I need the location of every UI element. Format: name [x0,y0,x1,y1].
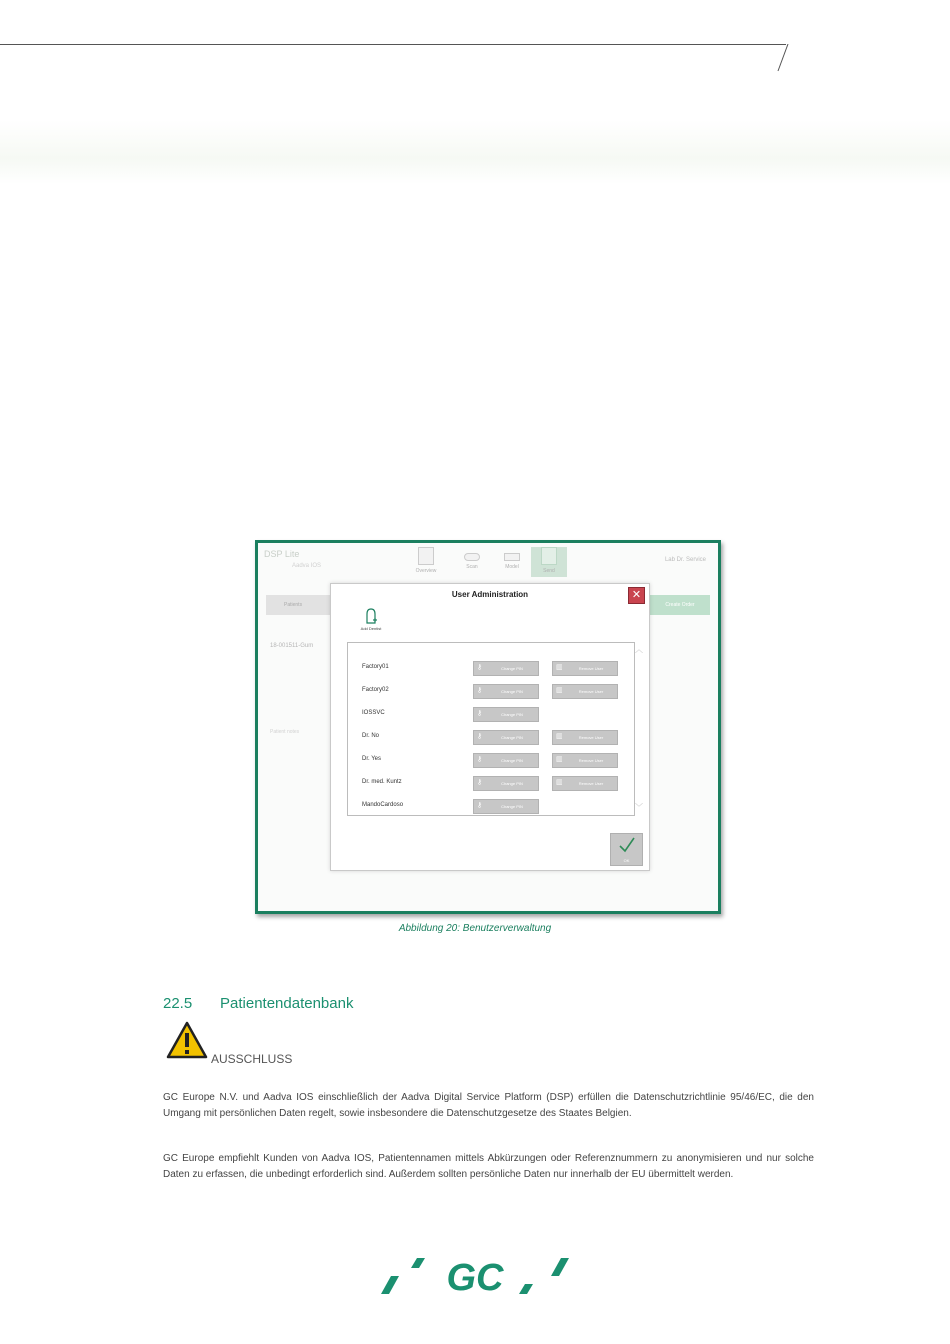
key-icon: ⚷ [477,779,483,786]
svg-text:GC: GC [446,1257,504,1298]
user-row [348,799,634,815]
key-icon: ⚷ [477,687,483,694]
user-name: Dr. med. Kuntz [362,779,402,785]
paragraph: GC Europe empfiehlt Kunden von Aadva IOS, Patientennamen mittels Abkürzungen oder Referenznummern zu anonymisieren und nur solche Daten zu erfassen, die unbedingt erforderlich sind. Außerdem sollten persönliche Daten nur innerhalb der EU übermittelt werden. [163,1153,814,1180]
ok-label: OK [623,858,630,863]
change-pin-button[interactable]: ⚷ Change PIN [473,799,539,814]
remove-user-button[interactable]: ▥ Remove User [552,753,618,768]
warning-icon [166,1021,208,1059]
change-pin-button[interactable]: ⚷ Change PIN [473,753,539,768]
paragraph: GC Europe N.V. und Aadva IOS einschließlich der Aadva Digital Service Platform (DSP) erfüllen die Datenschutzrichtlinie 95/46/EC, die den Umgang mit persönlichen Daten regelt, sowie insbesondere die Datenschutzgesetze des Staates Belgien. [163,1092,814,1119]
bg-nav-overview: Overview [408,547,444,574]
bg-right-button: Create Order [650,595,710,615]
header-shade [0,120,950,184]
user-row [348,707,634,723]
remove-user-button[interactable]: ▥ Remove User [552,684,618,699]
gc-logo-icon [375,1254,575,1298]
key-icon: ⚷ [477,756,483,763]
bg-left-id: 18-001511-Gum [270,643,314,649]
bg-nav-model: Model [494,547,530,570]
add-dentist-label: Add Dentist [360,626,382,631]
trash-icon: ▥ [556,779,563,786]
scroll-up-icon[interactable]: ︿ [635,645,643,654]
user-administration-dialog [330,583,650,871]
user-name: Dr. Yes [362,756,382,762]
header-slash-icon [776,44,790,72]
bg-nav-send: Send [531,547,567,577]
gc-logo [375,1254,575,1298]
user-row [348,776,634,792]
bg-app-logo: DSP Lite [264,549,300,559]
scroll-down-icon[interactable]: ﹀ [635,803,643,812]
key-icon: ⚷ [477,733,483,740]
remove-user-button[interactable]: ▥ Remove User [552,661,618,676]
bg-nav-scan: Scan [454,547,490,570]
user-row [348,661,634,677]
section-title: Patientendatenbank [220,995,354,1012]
warning-label: AUSSCHLUSS [211,1052,293,1066]
bg-top-right: Lab Dr. Service [664,557,706,563]
figure-caption: Abbildung 20: Benutzerverwaltung [398,923,552,934]
user-row [348,684,634,700]
key-icon: ⚷ [477,710,483,717]
key-icon: ⚷ [477,802,483,809]
trash-icon: ▥ [556,687,563,694]
section-number: 22.5 [163,995,193,1012]
section-heading [163,995,353,1012]
change-pin-button[interactable]: ⚷ Change PIN [473,776,539,791]
key-icon: ⚷ [477,664,483,671]
user-name: Factory02 [362,687,389,693]
change-pin-button[interactable]: ⚷ Change PIN [473,730,539,745]
user-name: Factory01 [362,664,389,670]
bg-left-note: Patient notes [270,729,300,735]
checkmark-icon [611,834,642,856]
add-user-icon [364,608,378,624]
trash-icon: ▥ [556,756,563,763]
user-row [348,753,634,769]
bg-app-sub: Aadva IOS [292,563,322,569]
trash-icon: ▥ [556,733,563,740]
change-pin-button[interactable]: ⚷ Change PIN [473,707,539,722]
user-name: Dr. No [362,733,380,739]
user-list[interactable] [347,642,635,816]
trash-icon: ▥ [556,664,563,671]
header-rule [0,44,786,45]
change-pin-button[interactable]: ⚷ Change PIN [473,684,539,699]
change-pin-button[interactable]: ⚷ Change PIN [473,661,539,676]
close-icon[interactable]: ✕ [628,587,645,604]
ok-button[interactable] [610,833,643,866]
remove-user-button[interactable]: ▥ Remove User [552,776,618,791]
dialog-title: User Administration [451,590,529,599]
add-dentist-button[interactable] [351,608,391,631]
user-name: IOSSVC [362,710,385,716]
figure-screenshot [255,540,721,914]
remove-user-button[interactable]: ▥ Remove User [552,730,618,745]
user-name: MandoCardoso [362,802,404,808]
user-row [348,730,634,746]
bg-left-button: Patients [266,595,330,615]
